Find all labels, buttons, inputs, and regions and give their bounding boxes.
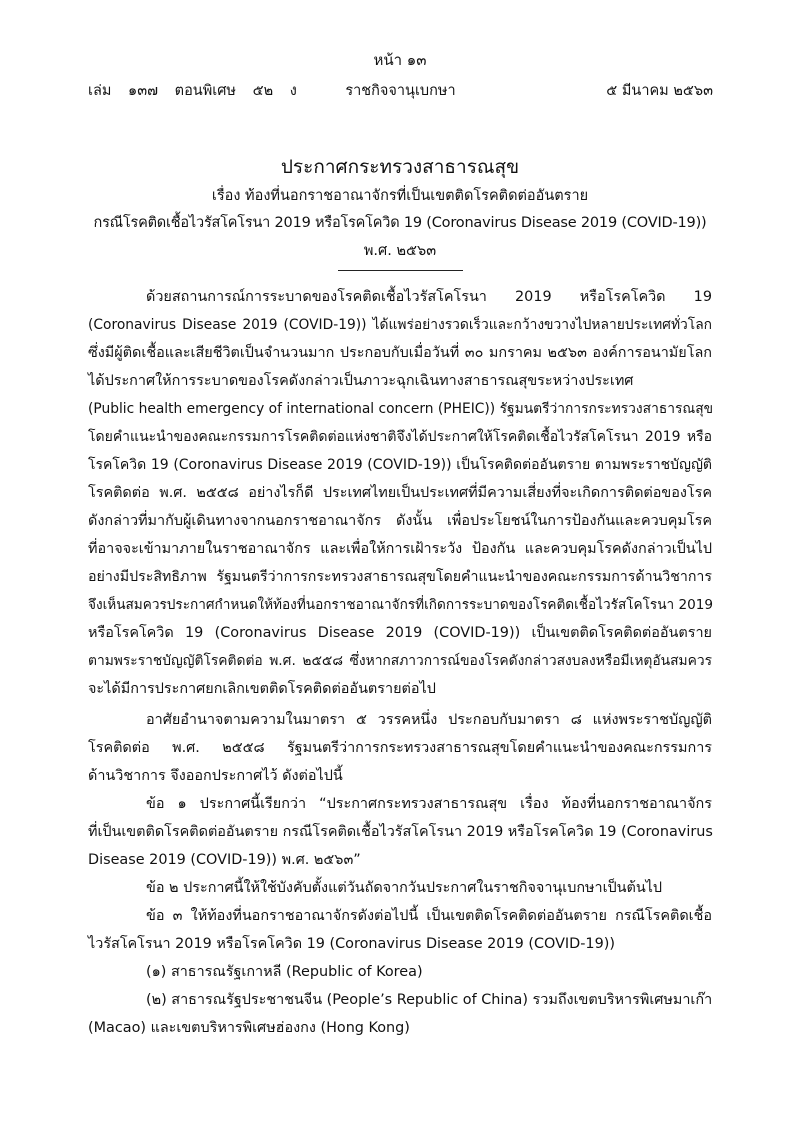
title-divider [338, 270, 463, 271]
paragraph-1-line: ด้วยสถานการณ์การระบาดของโรคติดเชื้อไวรัสโคโรนา 2019 หรือโรคโควิด 19 [146, 289, 712, 305]
paragraph-2-line: โรคติดต่อ พ.ศ. ๒๕๕๘ รัฐมนตรีว่าการกระทรวงสาธารณสุขโดยคำแนะนำของคณะกรรมการ [88, 740, 712, 756]
paragraph-1-line: (Public health emergency of international concern (PHEIC)) รัฐมนตรีว่าการกระทรวงสาธารณสุข [88, 401, 714, 417]
gazette-name: ราชกิจจานุเบกษา [345, 83, 456, 99]
list-item-2-line: (Macao) และเขตบริหารพิเศษฮ่องกง (Hong Kong) [88, 1020, 410, 1036]
clause-1-line: Disease 2019 (COVID-19)) พ.ศ. ๒๕๖๓” [88, 852, 361, 868]
announcement-case: กรณีโรคติดเชื้อไวรัสโคโรนา 2019 หรือโรคโควิด 19 (Coronavirus Disease 2019 (COVID-19)) [93, 215, 707, 231]
issue-letter: ง [289, 83, 297, 99]
volume-number: ๑๓๗ [128, 83, 159, 99]
issue-label: ตอนพิเศษ [174, 83, 236, 99]
paragraph-1-line: ที่อาจจะเข้ามาภายในราชอาณาจักร และเพื่อให้การเฝ้าระวัง ป้องกัน และควบคุมโรคดังกล่าวเป็นไป [88, 541, 712, 557]
paragraph-2-line: ด้านวิชาการ จึงออกประกาศไว้ ดังต่อไปนี้ [88, 768, 343, 784]
volume-label: เล่ม [88, 83, 112, 99]
paragraph-2-line: อาศัยอำนาจตามความในมาตรา ๕ วรรคหนึ่ง ประกอบกับมาตรา ๘ แห่งพระราชบัญญัติ [146, 712, 712, 728]
clause-1-line: ข้อ ๑ ประกาศนี้เรียกว่า “ประกาศกระทรวงสาธารณสุข เรื่อง ท้องที่นอกราชอาณาจักร [146, 796, 712, 812]
clause-1-line: ที่เป็นเขตติดโรคติดต่ออันตราย กรณีโรคติดเชื้อไวรัสโคโรนา 2019 หรือโรคโควิด 19 (Coronavirus [88, 824, 713, 840]
clause-3-line: ไวรัสโคโรนา 2019 หรือโรคโควิด 19 (Coronavirus Disease 2019 (COVID-19)) [88, 936, 615, 952]
paragraph-1-line: ได้ประกาศให้การระบาดของโรคดังกล่าวเป็นภาวะฉุกเฉินทางสาธารณสุขระหว่างประเทศ [88, 373, 634, 389]
list-item-1: (๑) สาธารณรัฐเกาหลี (Republic of Korea) [146, 964, 423, 980]
clause-2-line: ข้อ ๒ ประกาศนี้ให้ใช้บังคับตั้งแต่วันถัดจากวันประกาศในราชกิจจานุเบกษาเป็นต้นไป [146, 880, 663, 896]
paragraph-1-line: ซึ่งมีผู้ติดเชื้อและเสียชีวิตเป็นจำนวนมาก ประกอบกับเมื่อวันที่ ๓๐ มกราคม ๒๕๖๓ องค์การอนามัยโลก [88, 345, 712, 361]
announcement-subject: เรื่อง ท้องที่นอกราชอาณาจักรที่เป็นเขตติดโรคติดต่ออันตราย [211, 188, 589, 204]
paragraph-1-line: โดยคำแนะนำของคณะกรรมการโรคติดต่อแห่งชาติจึงได้ประกาศให้โรคติดเชื้อไวรัสโคโรนา 2019 หรือ [88, 429, 712, 445]
issue-number: ๕๒ [252, 83, 274, 99]
paragraph-1-line: จึงเห็นสมควรประกาศกำหนดให้ท้องที่นอกราชอาณาจักรที่เกิดการระบาดของโรคติดเชื้อไวรัสโคโรนา 2019 [88, 597, 714, 613]
gazette-date: ๕ มีนาคม ๒๕๖๓ [606, 83, 713, 99]
paragraph-1-line: โรคโควิด 19 (Coronavirus Disease 2019 (COVID-19)) เป็นโรคติดต่ออันตราย ตามพระราชบัญญัติ [88, 457, 712, 473]
page-number: หน้า ๑๓ [373, 51, 427, 69]
paragraph-1-line: ตามพระราชบัญญัติโรคติดต่อ พ.ศ. ๒๕๕๘ ซึ่งหากสภาวการณ์ของโรคดังกล่าวสงบลงหรือมีเหตุอันสมควร [88, 653, 712, 669]
paragraph-1-line: ดังกล่าวที่มากับผู้เดินทางจากนอกราชอาณาจักร ดังนั้น เพื่อประโยชน์ในการป้องกันและควบคุมโรค [88, 513, 712, 529]
paragraph-1-line: หรือโรคโควิด 19 (Coronavirus Disease 2019 (COVID-19)) เป็นเขตติดโรคติดต่ออันตราย [88, 625, 712, 641]
clause-3-line: ข้อ ๓ ให้ท้องที่นอกราชอาณาจักรดังต่อไปนี้ เป็นเขตติดโรคติดต่ออันตราย กรณีโรคติดเชื้อ [146, 908, 712, 924]
announcement-year: พ.ศ. ๒๕๖๓ [363, 243, 437, 259]
paragraph-1-line: จะได้มีการประกาศยกเลิกเขตติดโรคติดต่ออันตรายต่อไป [88, 681, 436, 697]
announcement-title: ประกาศกระทรวงสาธารณสุข [280, 156, 520, 178]
paragraph-1-line: อย่างมีประสิทธิภาพ รัฐมนตรีว่าการกระทรวงสาธารณสุขโดยคำแนะนำของคณะกรรมการด้านวิชาการ [88, 569, 712, 585]
paragraph-1-line: (Coronavirus Disease 2019 (COVID-19)) ได้แพร่อย่างรวดเร็วและกว้างขวางไปหลายประเทศทั่วโลก [88, 317, 712, 333]
paragraph-1-line: โรคติดต่อ พ.ศ. ๒๕๕๘ อย่างไรก็ดี ประเทศไทยเป็นประเทศที่มีความเสี่ยงที่จะเกิดการติดต่อของโรค [88, 485, 712, 501]
list-item-2-line: (๒) สาธารณรัฐประชาชนจีน (People’s Republic of China) รวมถึงเขตบริหารพิเศษมาเก๊า [146, 992, 713, 1008]
gazette-header [88, 79, 713, 99]
